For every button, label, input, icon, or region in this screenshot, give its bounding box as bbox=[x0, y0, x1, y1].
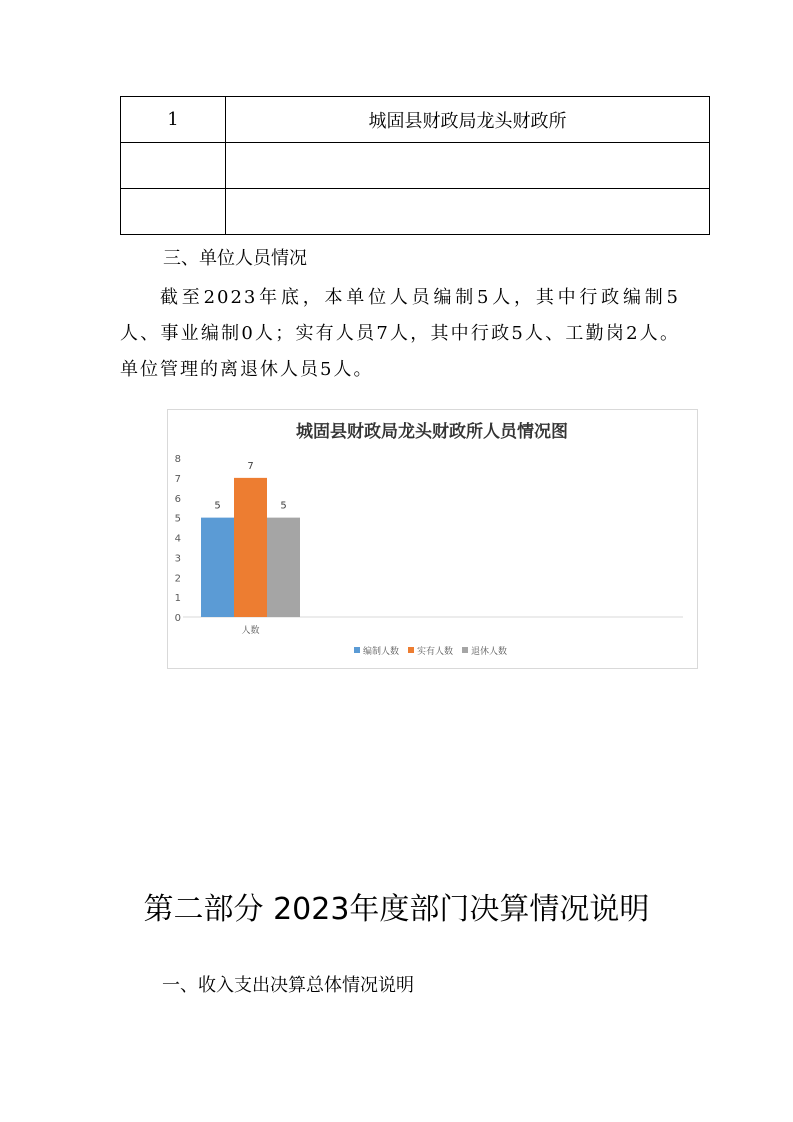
x-axis-labels bbox=[241, 624, 259, 636]
staff-chart bbox=[167, 409, 698, 669]
chart-title: 城固县财政局龙头财政所人员情况图 bbox=[296, 422, 568, 442]
legend-label: 编制人数 bbox=[363, 647, 400, 657]
bar-group bbox=[201, 461, 300, 617]
legend-label: 实有人数 bbox=[417, 647, 454, 657]
y-tick-label: 8 bbox=[174, 454, 181, 465]
bar-data-label: 5 bbox=[280, 500, 287, 512]
table-cell-unit-name bbox=[226, 189, 710, 235]
bar bbox=[267, 518, 300, 617]
units-table bbox=[120, 96, 710, 235]
y-axis bbox=[175, 454, 181, 624]
table-cell-number bbox=[121, 143, 226, 189]
legend-label: 退休人数 bbox=[471, 647, 508, 657]
chart-svg bbox=[168, 410, 697, 668]
table-cell-number: 1 bbox=[121, 97, 226, 143]
section-heading-staff: 三、单位人员情况 bbox=[163, 248, 307, 269]
table-row bbox=[121, 97, 710, 143]
bar bbox=[234, 478, 267, 617]
part-two-title: 第二部分 2023年度部门决算情况说明 bbox=[143, 892, 650, 927]
y-tick-label: 7 bbox=[174, 473, 181, 485]
y-tick-label: 5 bbox=[174, 513, 181, 525]
y-tick-label: 4 bbox=[174, 533, 181, 545]
table-cell-unit-name bbox=[226, 143, 710, 189]
chart-legend bbox=[354, 645, 507, 657]
y-tick-label: 3 bbox=[174, 553, 181, 565]
staff-paragraph: 截至2023年底，本单位人员编制5人，其中行政编制5人、事业编制0人；实有人员7人，其中行政5人、工勤岗2人。单位管理的离退休人员5人。 bbox=[120, 287, 680, 380]
table-cell-number bbox=[121, 189, 226, 235]
table-row bbox=[121, 143, 710, 189]
legend-swatch bbox=[462, 647, 468, 653]
bar-data-label: 5 bbox=[214, 500, 221, 512]
y-tick-label: 0 bbox=[174, 613, 181, 624]
legend-swatch bbox=[354, 647, 360, 653]
section-heading-income: 一、收入支出决算总体情况说明 bbox=[162, 975, 414, 996]
bar bbox=[201, 518, 234, 617]
table-cell-unit-name: 城固县财政局龙头财政所 bbox=[226, 97, 710, 143]
table-row bbox=[121, 189, 710, 235]
x-tick-label: 人数 bbox=[241, 626, 260, 636]
bar-data-label: 7 bbox=[247, 460, 254, 472]
y-tick-label: 1 bbox=[174, 593, 181, 605]
y-tick-label: 2 bbox=[174, 573, 181, 585]
legend-swatch bbox=[408, 647, 414, 653]
y-tick-label: 6 bbox=[174, 493, 181, 505]
